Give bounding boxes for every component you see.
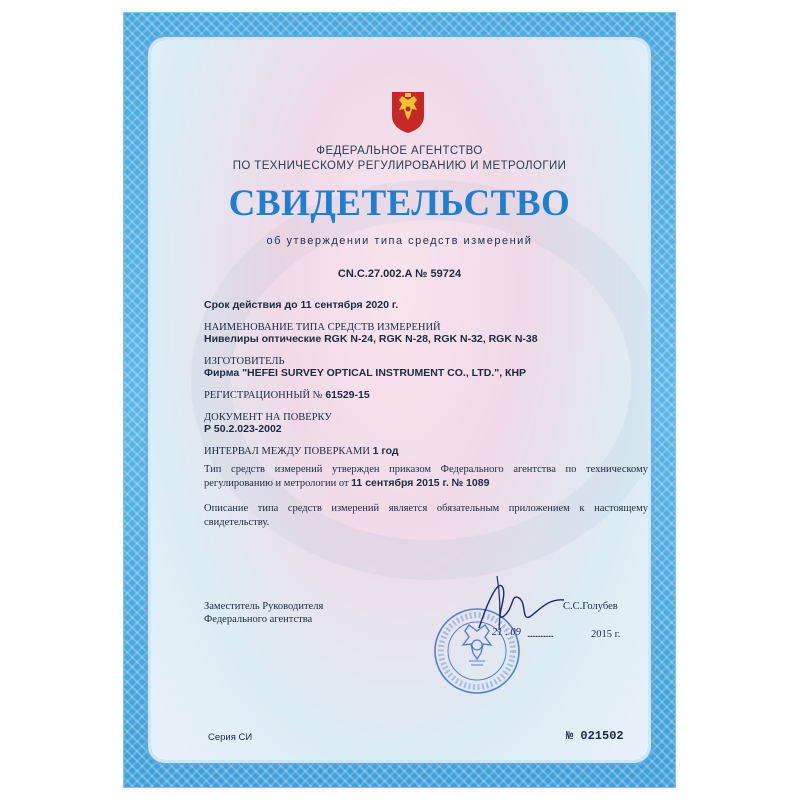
document-subtitle: об утверждении типа средств измерений — [266, 235, 533, 247]
number-sign: № — [415, 268, 428, 280]
approval-order-number: № 1089 — [451, 476, 490, 489]
signature-date-dots: ................ — [527, 629, 553, 640]
manufacturer-label: ИЗГОТОВИТЕЛЬ — [204, 356, 285, 367]
signatory-name: С.С.Голубев — [563, 601, 618, 612]
signatory-position-line1: Заместитель Руководителя — [204, 601, 324, 612]
form-number-sign: № — [566, 729, 574, 743]
certificate-code: CN.C.27.002.A — [337, 268, 413, 280]
description-paragraph: Описание типа средств измерений является обязательным приложением к настоящему свидетельству. — [204, 503, 648, 528]
type-name-value: Нивелиры оптические RGK N-24, RGK N-28, RGK N-32, RGK N-38 — [204, 333, 538, 345]
registration-line — [204, 389, 370, 402]
verification-doc-label: ДОКУМЕНТ НА ПОВЕРКУ — [204, 412, 332, 423]
validity-label: Срок действия до — [204, 299, 298, 311]
approval-text: Тип средств измерений утвержден приказом Федерального агентства по техническому регулированию и метрологии от — [204, 464, 648, 489]
form-number — [566, 730, 624, 743]
handwritten-signature — [469, 568, 579, 648]
form-number-value: 021502 — [580, 729, 624, 743]
agency-name-line2: ПО ТЕХНИЧЕСКОМУ РЕГУЛИРОВАНИЮ И МЕТРОЛОГИИ — [232, 160, 567, 172]
interval-label: ИНТЕРВАЛ МЕЖДУ ПОВЕРКАМИ — [204, 446, 370, 457]
validity-date: 11 сентября 2020 г. — [300, 299, 399, 311]
registration-label: РЕГИСТРАЦИОННЫЙ № — [204, 390, 323, 401]
russian-coat-of-arms-icon — [390, 90, 426, 134]
certificate-number-value: 59724 — [430, 268, 462, 280]
registration-value: 61529-15 — [325, 389, 370, 401]
interval-line — [204, 445, 399, 458]
validity-line — [204, 299, 398, 312]
signature-year: 2015 г. — [591, 629, 621, 640]
certificate-inner-panel — [151, 40, 648, 760]
certificate-number — [151, 268, 648, 280]
approval-order-date: 11 сентября 2015 г. — [351, 476, 449, 489]
agency-name-line1: ФЕДЕРАЛЬНОЕ АГЕНТСТВО — [316, 145, 483, 157]
series-label: Серия СИ — [208, 732, 253, 743]
signatory-position-line2: Федерального агентства — [204, 614, 313, 625]
interval-value: 1 год — [372, 445, 399, 457]
type-name-label: НАИМЕНОВАНИЕ ТИПА СРЕДСТВ ИЗМЕРЕНИЙ — [204, 322, 441, 333]
signature-date-handwritten: 21 . 09 — [492, 627, 521, 638]
document-title: СВИДЕТЕЛЬСТВО — [228, 183, 571, 224]
manufacturer-value: Фирма "HEFEI SURVEY OPTICAL INSTRUMENT CO., LTD.", КНР — [204, 367, 527, 379]
verification-doc-value: Р 50.2.023-2002 — [204, 423, 282, 435]
approval-paragraph — [204, 463, 648, 490]
certificate-sheet — [123, 12, 676, 788]
